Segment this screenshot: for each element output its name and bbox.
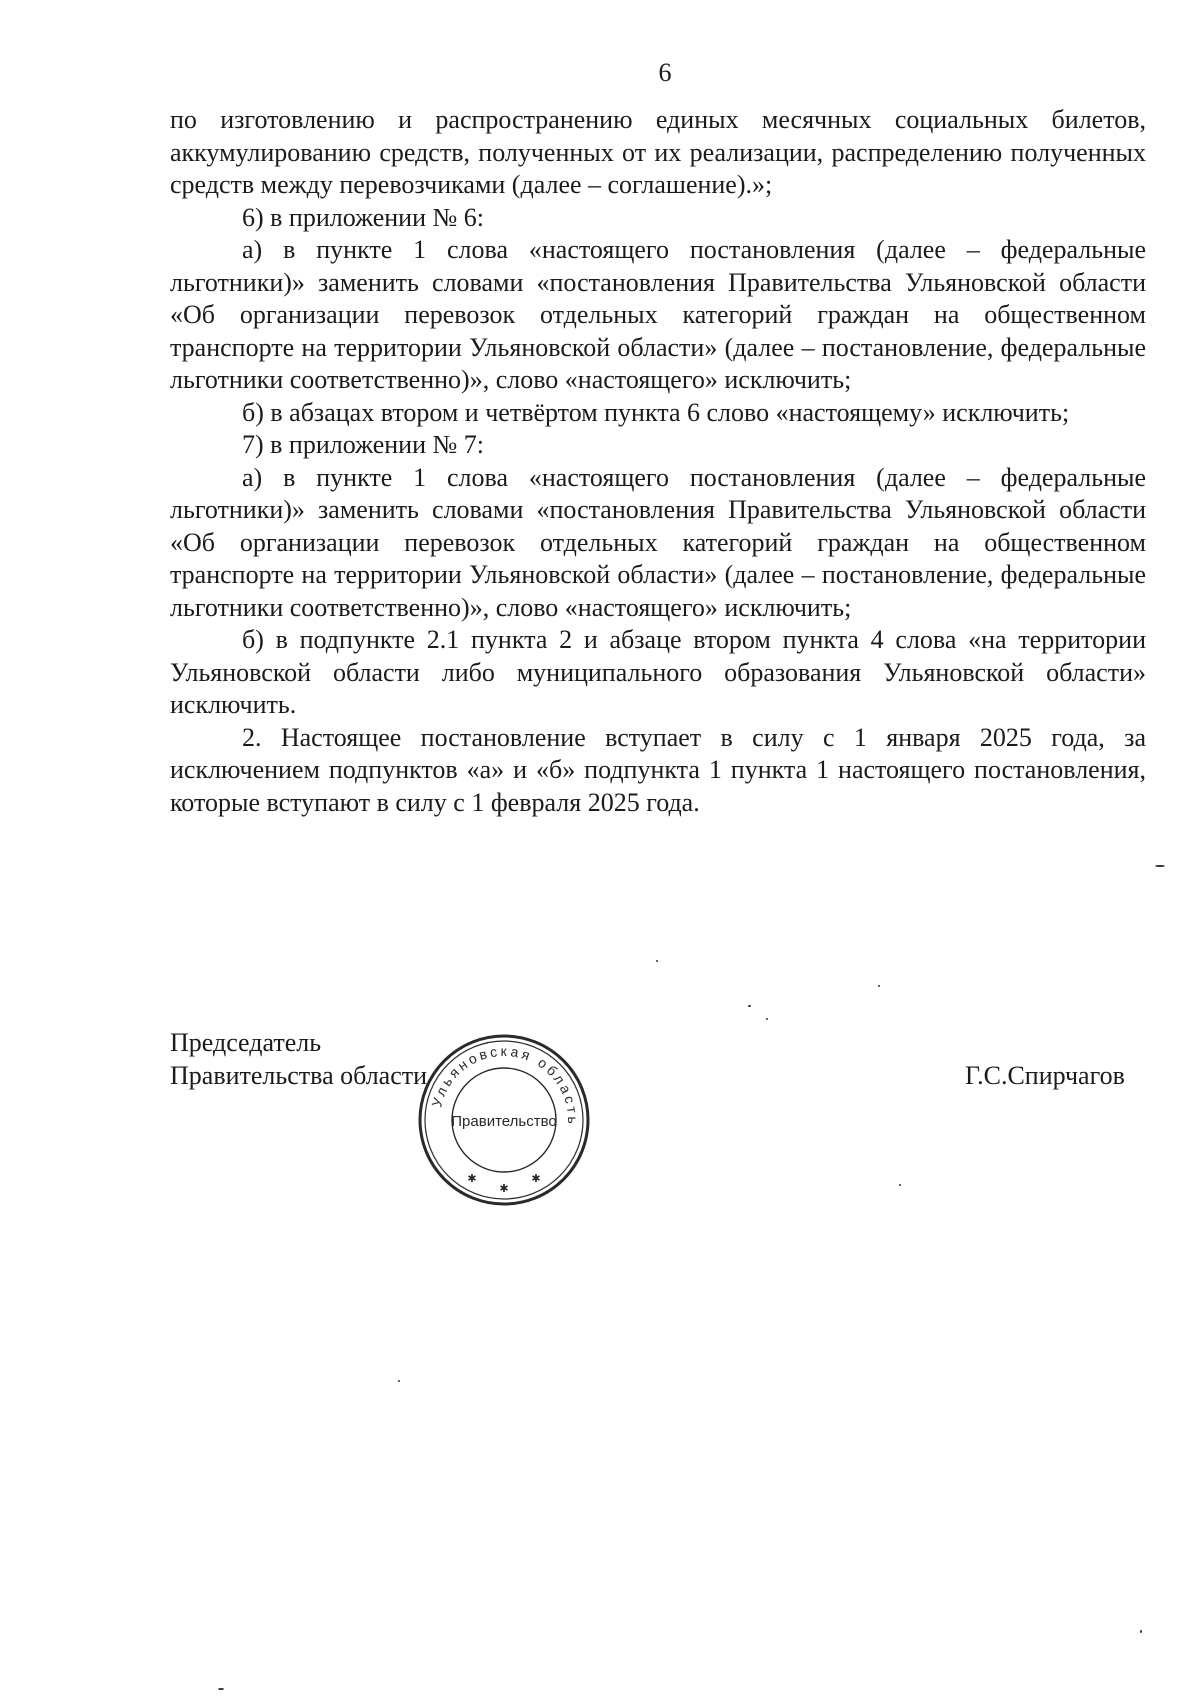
paragraph: а) в пункте 1 слова «настоящего постановления (далее – федеральные льготники)» заменить словами «постановления Правительства Ульяновской области «Об организации перевозок отдельных категорий граждан на общественном транспорте на территории Ульяновской области» (далее – постановление, федеральные льготники соответственно)», слово «настоящего» исключить; [170, 235, 1146, 394]
scan-speck [218, 1688, 224, 1690]
paragraph: 7) в приложении № 7: [242, 430, 485, 459]
scan-speck [766, 1018, 768, 1020]
scan-speck [878, 985, 880, 987]
seal-center-text: Правительство [451, 1113, 557, 1130]
scan-speck [1155, 865, 1165, 867]
seal-ring-text-path: Ульяновская область [428, 1042, 582, 1128]
paragraph: б) в подпункте 2.1 пункта 2 и абзаце втором пункта 4 слова «на территории Ульяновской области либо муниципального образования Ульяновской области» исключить. [170, 625, 1146, 719]
paragraph: а) в пункте 1 слова «настоящего постановления (далее – федеральные льготники)» заменить словами «постановления Правительства Ульяновской области «Об организации перевозок отдельных категорий граждан на общественном транспорте на территории Ульяновской области» (далее – постановление, федеральные льготники соответственно)», слово «настоящего» исключить; [170, 462, 1146, 622]
seal-star-icon: ✱ [467, 1173, 477, 1185]
paragraph: по изготовлению и распространению единых месячных социальных билетов, аккумулированию средств, полученных от их реализации, распределению полученных средств между перевозчиками (далее – соглашение).»; [170, 105, 1146, 199]
scan-speck [1140, 1630, 1142, 1633]
official-seal-icon [416, 1032, 592, 1208]
seal-star-icon: ✱ [499, 1183, 509, 1195]
seal-star-icon: ✱ [531, 1173, 541, 1185]
scan-speck [748, 1005, 751, 1007]
signature-title-line1: Председатель [170, 1028, 322, 1057]
paragraph: 2. Настоящее постановление вступает в силу с 1 января 2025 года, за исключением подпунктов «а» и «б» подпункта 1 пункта 1 настоящего постановления, которые вступают в силу с 1 февраля 2025 года. [170, 722, 1146, 817]
scan-speck [899, 1184, 901, 1186]
scan-speck [656, 960, 658, 962]
scan-speck [398, 1380, 400, 1382]
signatory-name: Г.С.Спирчагов [965, 1061, 1125, 1090]
paragraph: б) в абзацах втором и четвёртом пункта 6 слово «настоящему» исключить; [242, 397, 1070, 427]
signature-title [170, 1026, 427, 1092]
signature-title-line2: Правительства области [170, 1061, 428, 1090]
document-body [170, 104, 1146, 819]
page-number: 6 [658, 58, 672, 87]
paragraph: 6) в приложении № 6: [242, 202, 485, 232]
